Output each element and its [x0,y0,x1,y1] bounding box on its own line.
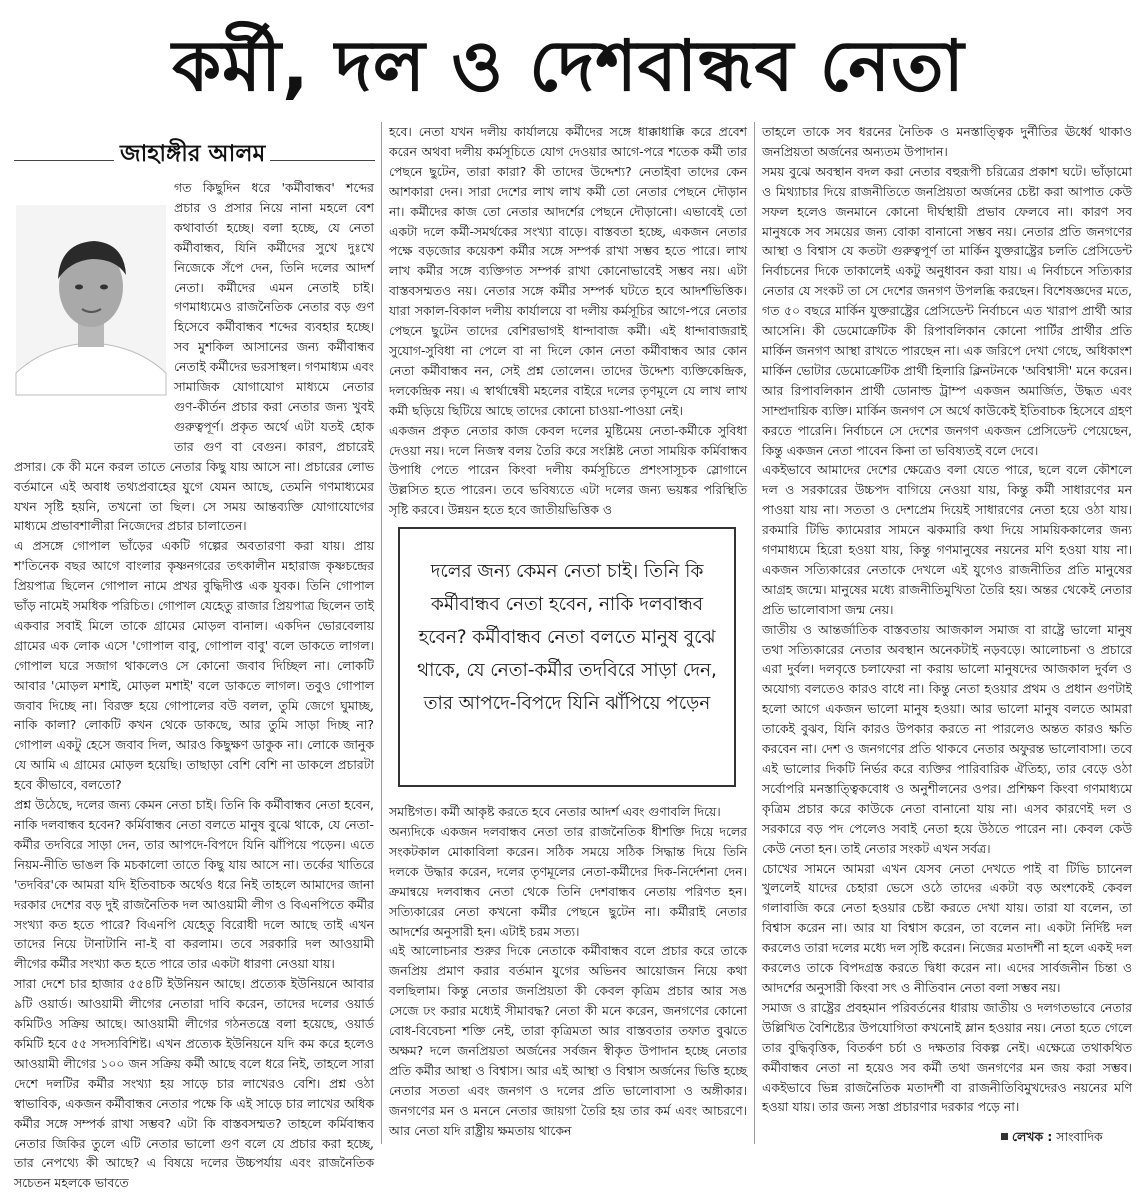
pull-quote-box [398,527,736,787]
paragraph: গত কিছুদিন ধরে 'কর্মীবান্ধব' শব্দের প্রচার ও প্রসার নিয়ে নানা মহলে বেশ কথাবার্তা হচ্ছে। বলা হচ্ছে, যে নেতা কর্মীবান্ধব, যিনি কর্মীদের সুখে দুঃখে নিজেকে সঁপে দেন, তিনি দলের আদর্শ নেতা। কর্মীদের এমন নেতাই চাই। গণমাধ্যমেও রাজনৈতিক নেতার বড় গুণ হিসেবে কর্মীবান্ধব শব্দের ব্যবহার হচ্ছে। সব মুশকিল আসানের জন্য কর্মীবান্ধব নেতাই কর্মীদের ভরসাস্থল। গণমাধ্যম এবং সামাজিক যোগাযোগ মাধ্যমে নেতার গুণ-কীর্তন প্রচার করা নেতার জন্য খুবই গুরুত্বপূর্ণ। প্রকৃত অর্থে এটা যতই হোক তার গুণ বা বেগুন। কারণ, প্রচারেই প্রসার। কে কী মনে করল তাতে নেতার কিছু যায় আসে না। প্রচারের লোভ বর্তমানে এই অবাধ তথ্যপ্রবাহের যুগে যেমন আছে, তেমনি গণমাধ্যমের যখন সৃষ্টি হয়নি, তখনো তা ছিল। সে সময় আন্তব্যক্তি যোগাযোগের মাধ্যমে প্রভাবশালীরা নিজেদের প্রচার চালাতেন। [14,180,374,534]
square-bullet-icon [1001,1133,1008,1140]
headline: কর্মী, দল ও দেশবান্ধব নেতা [172,25,965,107]
article-column-3 [762,122,1132,1152]
byline-space [14,122,374,178]
author-label: লেখক : [1012,1129,1053,1144]
paragraph: জাতীয় ও আন্তর্জাতিক বাস্তবতায় আজকাল সমাজ বা রাষ্ট্রে ভালো মানুষ তথা সত্যিকারের নেতার অবস্থান অনেকটাই নড়বড়ে। আলোচনা ও প্রচারে এরা দুর্বল। দলবৃত্তে চলাফেরা না করায় ভালো মানুষদের আজকাল দুর্বল ও অযোগ্য বলতেও কারও বাধে না। কিন্তু নেতা হওয়ার প্রথম ও প্রধান গুণটাই হলো আগে একজন ভালো মানুষ হওয়া। আর ভালো মানুষ বলতে আমরা তাকেই বুঝব, যিনি কারও উপকার করতে না পারলেও অন্তত কারও ক্ষতি করবেন না। দেশ ও জনগণের প্রতি থাকবে নেতার অফুরন্ত ভালোবাসা। তবে এই ভালোর দিকটি নির্ভর করে ব্যক্তির পারিবারিক ঐতিহ্য, তার বেড়ে ওঠা সর্বোপরি মনস্তাত্ত্বিকবোধ ও অনুশীলনের ওপর। প্রশিক্ষণ কিংবা গণমাধ্যমে কৃত্রিম প্রচার করে কাউকে নেতা বানানো যায় না। এসব কারণেই দল ও সরকারে বড় পদ পেলেও সবাই নেতা হয়ে উঠতে পারেন না। কেবল কেউ কেউ নেতা হন। তাই নেতার সংকট এখন সর্বত্র। [762,621,1132,856]
column-divider [381,122,382,1144]
paragraph: চোখের সামনে আমরা এখন যেসব নেতা দেখতে পাই বা টিভি চ্যানেল খুললেই যাদের চেহারা ভেসে ওঠে তাদের একটা বড় অংশকেই কেবল গলাবাজি করে নেতা হওয়ার চেষ্টা করতে দেখা যায়। তারা যা বলেন, তা বিশ্বাস করেন না। আর যা বিশ্বাস করেন, তা বলেন না। একটা নির্দিষ্ট দল করলেও তারা দলের মধ্যে দল সৃষ্টি করেন। নিজের মতাদর্শী না হলে একই দল করলেও তাকে বিপদগ্রস্ত করতে দ্বিধা করেন না। এদের সার্বজনীন চিন্তা ও আদর্শের অনুসারী কিংবা সৎ ও নীতিবান নেতা বলা সম্ভব নয়। [762,860,1132,995]
paragraph: সমষ্টিগত। কর্মী আকৃষ্ট করতে হবে নেতার আদর্শ এবং গুণাবলি দিয়ে। [389,804,721,820]
paragraph: তাহলে তাকে সব ধরনের নৈতিক ও মনস্তাত্ত্বিক দুর্নীতির ঊর্ধ্বে থাকাও জনপ্রিয়তা অর্জনের অন্যতম উপাদান। [762,124,1132,159]
author-role: সাংবাদিক [1056,1129,1103,1144]
paragraph: এই আলোচনার শুরুর দিকে নেতাকে কর্মীবান্ধব বলে প্রচার করে তাকে জনপ্রিয় প্রমাণ করার বর্তমান যুগের অভিনব আয়োজন নিয়ে কথা বলছিলাম। কিন্তু নেতার জনপ্রিয়তা কী কেবল কৃত্রিম প্রচার আর সঙ সেজে ঢং করার মধ্যেই সীমাবদ্ধ? নেতা কী মনে করেন, জনগণের কোনো বোধ-বিবেচনা শক্তি নেই, তারা কৃত্রিমতা আর বাস্তবতার তফাত বুঝতে অক্ষম? দলে জনপ্রিয়তা অর্জনের সর্বজন স্বীকৃত উপাদান হচ্ছে নেতার প্রতি কর্মীর আস্থা ও বিশ্বাস। আর এই আস্থা ও বিশ্বাস অর্জনের ভিত্তি হচ্ছে নেতার সততা এবং জনগণ ও দলের প্রতি ভালোবাসা ও অঙ্গীকার। জনগণের মন ও মননে নেতার জায়গা তৈরি হয় তার কর্ম এবং আচরণে। আর নেতা যদি রাষ্ট্রীয় ক্ষমতায় থাকেন [389,943,747,1138]
paragraph: প্রশ্ন উঠেছে, দলের জন্য কেমন নেতা চাই। তিনি কি কর্মীবান্ধব নেতা হবেন, নাকি দলবান্ধব হবেন? কর্মিবান্ধব নেতা বলতে মানুষ বুঝে থাকে, যে নেতা-কর্মীর তদবিরে সাড়া দেন, তার আপদে-বিপদে যিনি ঝাঁপিয়ে পড়েন। এতে নিয়ম-নীতি ভাঙল কি মচকালো তাতে কিছু যায় আসে না। তর্কের খাতিরে 'তদবির'কে আমরা যদি ইতিবাচক অর্থেও ধরে নিই তাহলে আমাদের জানা দরকার দেশের বড় দুই রাজনৈতিক দল আওয়ামী লীগ ও বিএনপিতে কর্মীর সংখ্যা কত হতে পারে? বিএনপি যেহেতু বিরোধী দলে আছে তাই এখন তাদের নিয়ে টানাটানি না-ই বা করলাম। তবে সরকারি দল আওয়ামী লীগের কর্মীর সংখ্যা কত হতে পারে তার একটা ধারণা নেওয়া যায়। [14,797,374,972]
pull-quote-text: দলের জন্য কেমন নেতা চাই। তিনি কি কর্মীবান্ধব নেতা হবেন, নাকি দলবান্ধব হবেন? কর্মীবান্ধব নেতা বলতে মানুষ বুঝে থাকে, যে নেতা-কর্মীর তদবিরে সাড়া দেন, তার আপদে-বিপদে যিনি ঝাঁপিয়ে পড়েন [417,561,717,714]
paragraph: অন্যদিকে একজন দলবান্ধব নেতা তার রাজনৈতিক ধীশক্তি দিয়ে দলের সংকটকাল মোকাবিলা করেন। সঠিক সময়ে সঠিক সিদ্ধান্ত দিয়ে তিনি দলকে উদ্ধার করেন, দলের তৃণমূলের নেতা-কর্মীদের দিক-নির্দেশনা দেন। ক্রমান্বয়ে দলবান্ধব নেতা থেকে তিনি দেশবান্ধব নেতায় পরিণত হন। সত্যিকারের নেতা কখনো কর্মীর পেছনে ছুটেন না। কর্মীরাই নেতার আদর্শের অনুসারী হন। এটাই চরম সত্য। [389,824,747,939]
author-portrait-icon [16,205,166,395]
paragraph: হবে। নেতা যখন দলীয় কার্যালয়ে কর্মীদের সঙ্গে ধাক্কাধাক্কি করে প্রবেশ করেন অথবা দলীয় কর্মসূচিতে যোগ দেওয়ার আগে-পরে শতেক কর্মী তার পেছনে ছুটেন, তারা কারা? কী তাদের উদ্দেশ্য? নেতাইবা তাদের কেন আশকারা দেন। সারা দেশের লাখ লাখ কর্মী তো নেতার পেছনে দৌড়ান না। কর্মীদের কাজ তো নেতার আদর্শের পেছনে দৌড়ানো। এভাবেই তো একটা দলে কর্মী-সমর্থকের সংখ্যা বাড়ে। বাস্তবতা হচ্ছে, একজন নেতার পক্ষে বড়জোর কয়েকশ কর্মীর সঙ্গে সম্পর্ক রাখা সম্ভব হতে পারে। লাখ লাখ কর্মীর সঙ্গে ব্যক্তিগত সম্পর্ক রাখা কোনোভাবেই সম্ভব নয়। এটা বাস্তবসম্মতও নয়। নেতার সঙ্গে কর্মীর সম্পর্ক ঘটতে হবে আদর্শভিত্তিক। যারা সকাল-বিকাল দলীয় কার্যালয়ে বা দলীয় কর্মসূচির আগে-পরে নেতার পেছনে ছুটেন তাদের বেশিরভাগই ধান্দাবাজ কর্মী। এই ধান্দাবাজরাই সুযোগ-সুবিধা না পেলে বা না দিলে কোন নেতা কর্মীবান্ধব আর কোন নেতা কর্মীবান্ধব নন, সেই প্রশ্ন তোলেন। তাদের উদ্দেশ্য ব্যক্তিকেন্দ্রিক, দলকেন্দ্রিক নয়। এ স্বার্থান্বেষী মহলের বাইরে দলের তৃণমূলে যে লাখ লাখ কর্মী ছড়িয়ে ছিটিয়ে আছে তাদের কোনো চাওয়া-পাওয়া নেই। [389,124,747,418]
paragraph: সারা দেশে চার হাজার ৫৫৪টি ইউনিয়ন আছে। প্রত্যেক ইউনিয়নে আবার ৯টি ওয়ার্ড। আওয়ামী লীগের নেতারা দাবি করেন, তাদের দলের ওয়ার্ড কমিটিও সক্রিয় আছে। আওয়ামী লীগের গঠনতন্ত্রে বলা হয়েছে, ওয়ার্ড কমিটি হবে ৫৫ সদস্যবিশিষ্ট। এখন প্রত্যেক ইউনিয়নে যদি কম করে হলেও আওয়ামী লীগের ১০০ জন সক্রিয় কর্মী আছে বলে ধরে নিই, তাহলে সারা দেশে দলটির কর্মীর সংখ্যা হয় সাড়ে চার লাখেরও বেশি। প্রশ্ন ওঠা স্বাভাবিক, একজন কর্মীবান্ধব নেতার পক্ষে কি এই সাড়ে চার লাখের অধিক কর্মীর সঙ্গে সম্পর্ক রাখা সম্ভব? এটা কি বাস্তবসম্মত? তাহলে কর্মিবান্ধব নেতার জিকির তুলে এটি নেতার ভালো গুণ বলে যে প্রচার করা হচ্ছে, তার নেপথ্যে কী আছে? এ বিষয়ে দলের উচ্চপর্যায় এবং রাজনৈতিক সচেতন মহলকে ভাবতে [14,976,374,1191]
paragraph: একজন প্রকৃত নেতার কাজ কেবল দলের মুষ্টিমেয় নেতা-কর্মীকে সুবিধা দেওয়া নয়। দলে নিজস্ব বলয় তৈরি করে সংশ্লিষ্ট নেতা সাময়িক কর্মিবান্ধব উপাধি পেতে পারেন কিংবা দলীয় কর্মসূচিতে প্রশংসাসূচক স্লোগানে উল্লসিত হতে পারেন। তবে ভবিষ্যতে এটা দলের জন্য ভয়ঙ্কর পরিস্থিতি সৃষ্টি করবে। উন্নয়ন হতে হবে জাতীয়ভিত্তিক ও [389,422,747,518]
paragraph: সমাজ ও রাষ্ট্রের প্রবহমান পরিবর্তনের ধারায় জাতীয় ও দলগতভাবে নেতার উল্লিখিত বৈশিষ্ট্যের উপযোগিতা কখনোই ম্লান হওয়ার নয়। নেতা হতে গেলে তার বুদ্ধিবৃত্তিক, বিতর্কণ চর্চা ও দক্ষতার বিকল্প নেই। এক্ষেত্রে তথাকথিত কর্মীবান্ধব নেতা না হয়েও সব কর্মী তথা জনগণের মন জয় করা সম্ভব। একইভাবে ভিন্ন রাজনৈতিক মতাদর্শী বা রাজনীতিবিমুখদেরও নয়নের মণি হওয়া যায়। তার জন্য সস্তা প্রচারণার দরকার পড়ে না। [762,999,1132,1115]
column-divider [754,122,755,1144]
paragraph: একইভাবে আমাদের দেশের ক্ষেত্রেও বলা যেতে পারে, ছলে বলে কৌশলে দল ও সরকারের উচ্চপদ বাগিয়ে নেওয়া যায়, কিন্তু কর্মী সাধারণের মন পাওয়া যায় না। সততা ও দেশপ্রেম দিয়েই সাধারণের নেতা হয়ে ওঠা যায়। রকমারি টিভি ক্যামেরার সামনে ঝকমারি কথা দিয়ে সাময়িককালের জন্য গণমাধ্যমে হিরো হওয়া যায়, কিন্তু গণমানুষের নয়নের মণি হওয়া যায় না। একজন সত্যিকারের নেতাকে দেখলে এই যুগেও রাজনীতির প্রতি মানুষের আগ্রহ জন্মে। মানুষের মধ্যে রাজনীতিমুখিতা তৈরি হয়। অন্তর থেকেই নেতার প্রতি ভালোবাসা জন্ম নেয়। [762,462,1132,617]
author-photo [16,205,166,395]
byline: জাহাঙ্গীর আলম [120,141,266,167]
author-credit [1001,1127,1131,1147]
paragraph: সময় বুঝে অবস্থান বদল করা নেতার বহুরূপী চরিত্রের প্রকাশ ঘটে। ভাঁড়ামো ও মিথ্যাচার দিয়ে রাজনীতিতে জনপ্রিয়তা অর্জনের চেষ্টা করা আপাত কেউ সফল হলেও জনমানে কোনো দীর্ঘস্থায়ী প্রভাব ফেলবে না। কারণ সব মানুষকে সব সময়ের জন্য বোকা বানানো সম্ভব নয়। নেতার প্রতি জনগণের আস্থা ও বিশ্বাস যে কতটা গুরুত্বপূর্ণ তা মার্কিন যুক্তরাষ্ট্রের চলতি প্রেসিডেন্ট নির্বাচনের দিকে তাকালেই একটু অনুধাবন করা যায়। এ নির্বাচনে সত্যিকার নেতার যে সংকট তা সে দেশের জনগণ উপলব্ধি করছেন। বিশেষজ্ঞদের মতে, গত ৫০ বছরে মার্কিন যুক্তরাষ্ট্রের প্রেসিডেন্ট নির্বাচনে এত খারাপ প্রার্থী আর আসেনি। কী ডেমোক্রেটিক কী রিপাবলিকান কোনো পার্টির প্রার্থীর প্রতি মার্কিন জনগণ আস্থা রাখতে পারছেন না। এক জরিপে দেখা গেছে, অধিকাংশ মার্কিন ভোটার ডেমোক্রেটিক প্রার্থী হিলারি ক্লিনটনকে 'অবিশ্বাসী' মনে করেন। আর রিপাবলিকান প্রার্থী ডোনাল্ড ট্রাম্প একজন অমার্জিত, উদ্ধত এবং সাম্প্রদায়িক ব্যক্তি। মার্কিন জনগণ সে অর্থে কাউকেই ইতিবাচক হিসেবে গ্রহণ করতে পারেনি। নির্বাচনে সে দেশের জনগণ একজন প্রেসিডেন্ট পেয়েছেন, কিন্তু একজন নেতা পাবেন কিনা তা ভবিষ্যতই বলে দেবে। [762,163,1132,458]
paragraph: এ প্রসঙ্গে গোপাল ভাঁড়ের একটি গল্পের অবতারণা করা যায়। প্রায় শ'তিনেক বছর আগে বাংলার কৃষ্ণনগরের তৎকালীন মহারাজ কৃষ্ণচন্দ্রের প্রিয়পাত্র ছিলেন গোপাল নামে প্রখর বুদ্ধিদীপ্ত এক যুবক। তিনি গোপাল ভাঁড় নামেই সমধিক পরিচিত। গোপাল যেহেতু রাজার প্রিয়পাত্র ছিলেন তাই একবার সবাই মিলে তাকে গ্রামের মোড়ল বানাল। একদিন ভোরবেলায় গ্রামের এক লোক এসে 'গোপাল বাবু, গোপাল বাবু' বলে ডাকতে লাগল। গোপাল ঘরে সজাগ থাকলেও সে কোনো জবাব দিচ্ছিল না। লোকটি আবার 'মোড়ল মশাই, মোড়ল মশাই' বলে ডাকতে লাগল। তবুও গোপাল জবাব দিচ্ছে না। বিরক্ত হয়ে গোপালের বউ বলল, তুমি জেগে ঘুমাচ্ছ, নাকি কালা? লোকটি কখন থেকে ডাকছে, আর তুমি সাড়া দিচ্ছ না? গোপাল একটু হেসে জবাব দিল, আরও কিছুক্ষণ ডাকুক না। লোকে জানুক যে আমি এ গ্রামের মোড়ল হয়েছি। তাছাড়া বেশি বেশি না ডাকলে প্রচারটা হবে কীভাবে, বলতো? [14,538,374,793]
